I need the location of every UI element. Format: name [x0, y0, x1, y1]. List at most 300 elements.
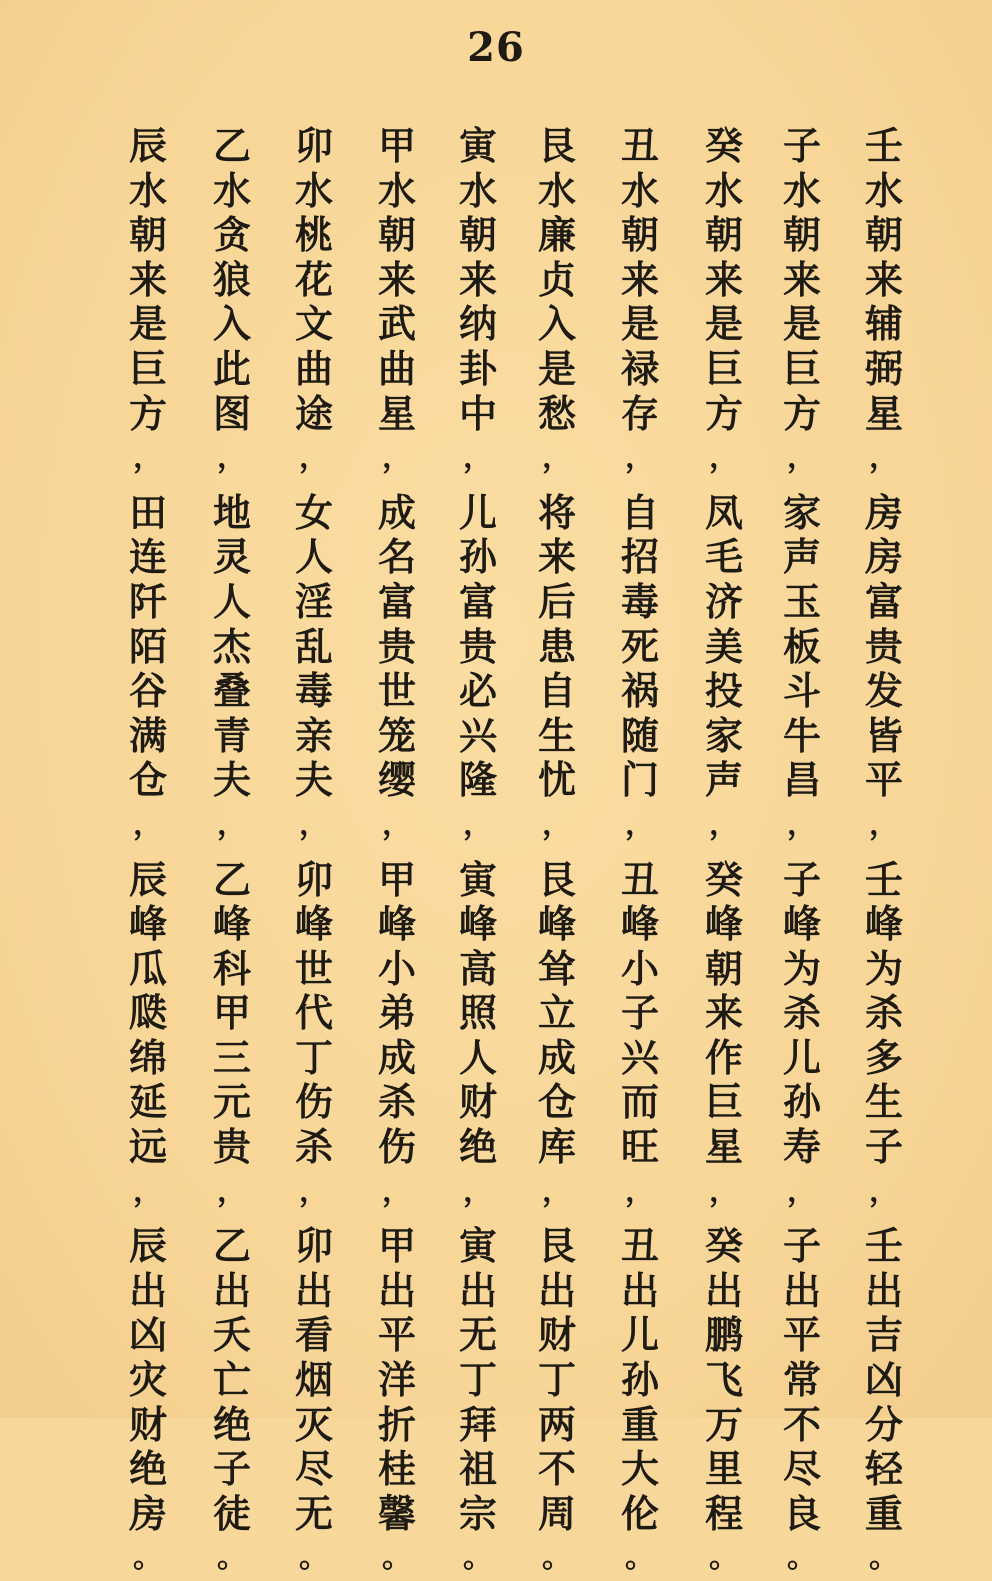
- punctuation-mark: ，: [625, 440, 655, 476]
- punctuation-mark: ，: [787, 806, 817, 842]
- verse-segment: [286, 858, 342, 1215]
- verse-character: 是: [782, 302, 821, 347]
- verse-character: 夫: [212, 758, 251, 803]
- verse-character: 立: [537, 991, 576, 1036]
- verse-character: 杀: [294, 1125, 333, 1170]
- verse-character: 灭: [294, 1402, 333, 1447]
- punctuation-mark: ，: [299, 806, 329, 842]
- punctuation-mark: ，: [709, 806, 739, 842]
- verse-segment: [774, 1224, 830, 1581]
- verse-character: 出: [537, 1268, 576, 1313]
- punctuation-mark: ，: [133, 1173, 163, 1209]
- verse-character: 小: [377, 946, 416, 991]
- verse-character: 来: [620, 257, 659, 302]
- verse-line-5: [525, 124, 589, 1581]
- verse-character: 人: [458, 1035, 497, 1080]
- verse-character: 水: [377, 168, 416, 213]
- verse-segment: [450, 491, 506, 848]
- verse-line-1: [852, 124, 916, 1581]
- verse-character: 贞: [537, 257, 576, 302]
- verse-character: 女: [294, 490, 333, 535]
- verse-character: 两: [537, 1402, 576, 1447]
- verse-segment: [696, 124, 752, 481]
- verse-character: 艮: [537, 857, 576, 902]
- verse-character: 患: [537, 624, 576, 669]
- verse-character: 寅: [458, 124, 497, 168]
- verse-character: 入: [537, 302, 576, 347]
- verse-character: 曲: [377, 346, 416, 391]
- verse-character: 旺: [620, 1125, 659, 1170]
- verse-line-4: [608, 124, 672, 1581]
- punctuation-mark: 。: [382, 1540, 412, 1576]
- verse-character: 名: [377, 535, 416, 580]
- verse-character: 忧: [537, 758, 576, 803]
- verse-character: 重: [864, 1491, 903, 1536]
- verse-character: 为: [782, 946, 821, 991]
- verse-character: 出: [212, 1268, 251, 1313]
- verse-character: 照: [458, 991, 497, 1036]
- verse-character: 夫: [294, 758, 333, 803]
- verse-character: 出: [782, 1268, 821, 1313]
- verse-character: 子: [212, 1447, 251, 1492]
- verse-character: 作: [704, 1035, 743, 1080]
- verse-character: 声: [782, 535, 821, 580]
- verse-segment: [120, 1224, 176, 1581]
- verse-character: 远: [128, 1125, 167, 1170]
- verse-segment: [856, 124, 912, 481]
- verse-segment: [696, 858, 752, 1215]
- verse-character: 丁: [458, 1358, 497, 1403]
- verse-character: 凶: [128, 1313, 167, 1358]
- verse-character: 三: [212, 1035, 251, 1080]
- verse-segment: [450, 858, 506, 1215]
- verse-character: 壬: [864, 1224, 903, 1269]
- verse-character: 自: [620, 490, 659, 535]
- verse-segment: [120, 124, 176, 481]
- verse-character: 阡: [128, 579, 167, 624]
- verse-character: 小: [620, 946, 659, 991]
- verse-character: 房: [864, 490, 903, 535]
- verse-character: 图: [212, 391, 251, 436]
- verse-character: 是: [537, 346, 576, 391]
- verse-character: 朝: [782, 213, 821, 258]
- verse-character: 牛: [782, 713, 821, 758]
- punctuation-mark: ，: [382, 806, 412, 842]
- verse-character: 水: [620, 168, 659, 213]
- verse-character: 丁: [537, 1358, 576, 1403]
- verse-character: 峰: [537, 902, 576, 947]
- verse-character: 自: [537, 669, 576, 714]
- verse-character: 甲: [212, 991, 251, 1036]
- verse-character: 人: [212, 579, 251, 624]
- verse-character: 丑: [620, 857, 659, 902]
- verse-character: 贵: [212, 1125, 251, 1170]
- verse-character: 科: [212, 946, 251, 991]
- verse-character: 癸: [704, 857, 743, 902]
- verse-character: 发: [864, 669, 903, 714]
- verse-character: 朝: [377, 213, 416, 258]
- verse-character: 水: [212, 168, 251, 213]
- verse-character: 巨: [704, 1080, 743, 1125]
- punctuation-mark: 。: [787, 1540, 817, 1576]
- punctuation-mark: ，: [217, 1173, 247, 1209]
- verse-segment: [774, 124, 830, 481]
- verse-character: 出: [864, 1268, 903, 1313]
- verse-character: 廉: [537, 213, 576, 258]
- verse-character: 财: [537, 1313, 576, 1358]
- verse-character: 入: [212, 302, 251, 347]
- verse-character: 愁: [537, 391, 576, 436]
- verse-character: 朝: [704, 213, 743, 258]
- verse-character: 贵: [864, 624, 903, 669]
- verse-character: 重: [620, 1402, 659, 1447]
- verse-character: 甲: [377, 124, 416, 168]
- verse-character: 宗: [458, 1491, 497, 1536]
- verse-character: 家: [782, 490, 821, 535]
- page-number: 26: [467, 24, 525, 71]
- verse-character: 峰: [377, 902, 416, 947]
- verse-character: 水: [864, 168, 903, 213]
- verse-character: 投: [704, 669, 743, 714]
- punctuation-mark: ，: [299, 1173, 329, 1209]
- verse-character: 绝: [128, 1447, 167, 1492]
- verse-character: 谷: [128, 669, 167, 714]
- punctuation-mark: 。: [133, 1540, 163, 1576]
- verse-character: 祖: [458, 1447, 497, 1492]
- verse-character: 灵: [212, 535, 251, 580]
- punctuation-mark: ，: [625, 1173, 655, 1209]
- verse-character: 凤: [704, 490, 743, 535]
- verse-character: 子: [864, 1125, 903, 1170]
- verse-character: 瓜: [128, 946, 167, 991]
- verse-character: 朝: [128, 213, 167, 258]
- verse-character: 田: [128, 490, 167, 535]
- verse-character: 里: [704, 1447, 743, 1492]
- verse-character: 杰: [212, 624, 251, 669]
- punctuation-mark: ，: [542, 1173, 572, 1209]
- verse-character: 连: [128, 535, 167, 580]
- verse-segment: [204, 491, 260, 848]
- verse-character: 板: [782, 624, 821, 669]
- verse-line-9: [200, 124, 264, 1581]
- punctuation-mark: 。: [625, 1540, 655, 1576]
- verse-line-10: [116, 124, 180, 1581]
- verse-character: 仓: [128, 758, 167, 803]
- verse-character: 仓: [537, 1080, 576, 1125]
- verse-character: 兴: [458, 713, 497, 758]
- verse-line-6: [446, 124, 510, 1581]
- verse-character: 毒: [294, 669, 333, 714]
- verse-character: 卯: [294, 1224, 333, 1269]
- punctuation-mark: ，: [463, 1173, 493, 1209]
- verse-character: 尽: [294, 1447, 333, 1492]
- punctuation-mark: 。: [542, 1540, 572, 1576]
- verse-character: 成: [377, 1035, 416, 1080]
- verse-character: 狼: [212, 257, 251, 302]
- verse-character: 绵: [128, 1035, 167, 1080]
- verse-segment: [450, 124, 506, 481]
- verse-character: 乙: [212, 857, 251, 902]
- verse-character: 飞: [704, 1358, 743, 1403]
- verse-character: 子: [782, 124, 821, 168]
- verse-segment: [369, 1224, 425, 1581]
- verse-character: 星: [864, 391, 903, 436]
- verse-character: 辰: [128, 1224, 167, 1269]
- verse-character: 方: [128, 391, 167, 436]
- verse-character: 是: [128, 302, 167, 347]
- verse-character: 美: [704, 624, 743, 669]
- verse-character: 来: [704, 991, 743, 1036]
- verse-character: 为: [864, 946, 903, 991]
- verse-segment: [120, 491, 176, 848]
- verse-character: 毒: [620, 579, 659, 624]
- verse-line-7: [365, 124, 429, 1581]
- verse-character: 济: [704, 579, 743, 624]
- verse-character: 夭: [212, 1313, 251, 1358]
- verse-character: 来: [782, 257, 821, 302]
- verse-character: 桂: [377, 1447, 416, 1492]
- verse-character: 来: [458, 257, 497, 302]
- punctuation-mark: ，: [382, 440, 412, 476]
- verse-character: 玉: [782, 579, 821, 624]
- verse-character: 徒: [212, 1491, 251, 1536]
- verse-character: 分: [864, 1402, 903, 1447]
- verse-character: 水: [782, 168, 821, 213]
- verse-character: 孙: [458, 535, 497, 580]
- verse-character: 凶: [864, 1358, 903, 1403]
- verse-character: 轻: [864, 1447, 903, 1492]
- verse-character: 无: [294, 1491, 333, 1536]
- verse-character: 曲: [294, 346, 333, 391]
- verse-character: 出: [620, 1268, 659, 1313]
- verse-character: 辅: [864, 302, 903, 347]
- verse-segment: [612, 858, 668, 1215]
- verse-character: 房: [864, 535, 903, 580]
- verse-character: 中: [458, 391, 497, 436]
- verse-character: 寅: [458, 1224, 497, 1269]
- verse-character: 寅: [458, 857, 497, 902]
- verse-character: 来: [704, 257, 743, 302]
- verse-segment: [612, 124, 668, 481]
- verse-character: 万: [704, 1402, 743, 1447]
- verse-character: 是: [620, 302, 659, 347]
- punctuation-mark: ，: [869, 440, 899, 476]
- verse-character: 甲: [377, 857, 416, 902]
- verse-character: 弼: [864, 346, 903, 391]
- verse-segment: [696, 1224, 752, 1581]
- verse-character: 星: [704, 1125, 743, 1170]
- verse-character: 子: [782, 1224, 821, 1269]
- verse-segment: [696, 491, 752, 848]
- verse-character: 伤: [377, 1125, 416, 1170]
- verse-character: 世: [294, 946, 333, 991]
- punctuation-mark: ，: [709, 440, 739, 476]
- verse-character: 文: [294, 302, 333, 347]
- verse-character: 孙: [782, 1080, 821, 1125]
- verse-character: 峰: [458, 902, 497, 947]
- verse-character: 卯: [294, 857, 333, 902]
- verse-character: 而: [620, 1080, 659, 1125]
- verse-character: 平: [782, 1313, 821, 1358]
- verse-character: 地: [212, 490, 251, 535]
- verse-segment: [120, 858, 176, 1215]
- verse-character: 不: [782, 1402, 821, 1447]
- verse-character: 孙: [620, 1358, 659, 1403]
- verse-character: 峰: [620, 902, 659, 947]
- verse-character: 富: [458, 579, 497, 624]
- verse-character: 尽: [782, 1447, 821, 1492]
- verse-character: 亲: [294, 713, 333, 758]
- verse-segment: [286, 1224, 342, 1581]
- verse-character: 将: [537, 490, 576, 535]
- verse-segment: [856, 491, 912, 848]
- verse-character: 笼: [377, 713, 416, 758]
- verse-segment: [774, 491, 830, 848]
- verse-character: 生: [537, 713, 576, 758]
- verse-character: 朝: [704, 946, 743, 991]
- verse-character: 朝: [620, 213, 659, 258]
- verse-character: 随: [620, 713, 659, 758]
- verse-character: 死: [620, 624, 659, 669]
- verse-character: 皆: [864, 713, 903, 758]
- verse-character: 祸: [620, 669, 659, 714]
- verse-character: 艮: [537, 124, 576, 168]
- verse-character: 程: [704, 1491, 743, 1536]
- verse-segment: [529, 858, 585, 1215]
- verse-character: 巨: [128, 346, 167, 391]
- verse-character: 方: [704, 391, 743, 436]
- verse-character: 水: [294, 168, 333, 213]
- verse-character: 成: [377, 490, 416, 535]
- verse-character: 乙: [212, 124, 251, 168]
- verse-character: 壬: [864, 857, 903, 902]
- verse-line-8: [282, 124, 346, 1581]
- verse-character: 拜: [458, 1402, 497, 1447]
- punctuation-mark: ，: [869, 806, 899, 842]
- verse-character: 世: [377, 669, 416, 714]
- punctuation-mark: 。: [869, 1540, 899, 1576]
- verse-segment: [612, 1224, 668, 1581]
- punctuation-mark: ，: [382, 1173, 412, 1209]
- verse-character: 家: [704, 713, 743, 758]
- verse-character: 乱: [294, 624, 333, 669]
- verse-segment: [612, 491, 668, 848]
- verse-character: 峰: [128, 902, 167, 947]
- verse-character: 峰: [864, 902, 903, 947]
- verse-character: 峰: [704, 902, 743, 947]
- verse-character: 存: [620, 391, 659, 436]
- verse-character: 鹏: [704, 1313, 743, 1358]
- verse-character: 生: [864, 1080, 903, 1125]
- punctuation-mark: ，: [787, 440, 817, 476]
- verse-character: 出: [377, 1268, 416, 1313]
- verse-character: 武: [377, 302, 416, 347]
- verse-character: 富: [864, 579, 903, 624]
- verse-character: 后: [537, 579, 576, 624]
- verse-character: 壬: [864, 124, 903, 168]
- verse-character: 乙: [212, 1224, 251, 1269]
- verse-character: 隆: [458, 758, 497, 803]
- punctuation-mark: ，: [869, 1173, 899, 1209]
- verse-character: 水: [458, 168, 497, 213]
- verse-segment: [856, 858, 912, 1215]
- verse-character: 陌: [128, 624, 167, 669]
- verse-character: 水: [537, 168, 576, 213]
- verse-character: 折: [377, 1402, 416, 1447]
- verse-character: 禄: [620, 346, 659, 391]
- verse-character: 癸: [704, 1224, 743, 1269]
- verse-character: 人: [294, 535, 333, 580]
- verse-character: 出: [458, 1268, 497, 1313]
- verse-character: 子: [620, 991, 659, 1036]
- punctuation-mark: ，: [217, 806, 247, 842]
- punctuation-mark: ，: [463, 806, 493, 842]
- verse-character: 辰: [128, 857, 167, 902]
- verse-character: 房: [128, 1491, 167, 1536]
- verse-character: 良: [782, 1491, 821, 1536]
- verse-character: 巨: [704, 346, 743, 391]
- verse-character: 洋: [377, 1358, 416, 1403]
- verse-character: 烟: [294, 1358, 333, 1403]
- verse-character: 贵: [377, 624, 416, 669]
- verse-character: 不: [537, 1447, 576, 1492]
- verse-character: 弟: [377, 991, 416, 1036]
- punctuation-mark: 。: [709, 1540, 739, 1576]
- verse-character: 甲: [377, 1224, 416, 1269]
- verse-character: 平: [864, 758, 903, 803]
- verse-segment: [286, 491, 342, 848]
- verse-character: 满: [128, 713, 167, 758]
- verse-segment: [369, 124, 425, 481]
- verse-character: 儿: [782, 1035, 821, 1080]
- verse-character: 常: [782, 1358, 821, 1403]
- verse-character: 招: [620, 535, 659, 580]
- verse-character: 纳: [458, 302, 497, 347]
- verse-character: 巨: [782, 346, 821, 391]
- verse-character: 伦: [620, 1491, 659, 1536]
- verse-segment: [369, 491, 425, 848]
- verse-character: 毛: [704, 535, 743, 580]
- verse-character: 吉: [864, 1313, 903, 1358]
- verse-character: 水: [128, 168, 167, 213]
- verse-character: 大: [620, 1447, 659, 1492]
- verse-character: 亡: [212, 1358, 251, 1403]
- verse-character: 峰: [782, 902, 821, 947]
- punctuation-mark: ，: [133, 806, 163, 842]
- verse-character: 癸: [704, 124, 743, 168]
- verse-character: 声: [704, 758, 743, 803]
- verse-character: 子: [782, 857, 821, 902]
- verse-character: 叠: [212, 669, 251, 714]
- verse-character: 寿: [782, 1125, 821, 1170]
- verse-character: 丑: [620, 124, 659, 168]
- verse-character: 丑: [620, 1224, 659, 1269]
- punctuation-mark: ，: [625, 806, 655, 842]
- verse-character: 馨: [377, 1491, 416, 1536]
- verse-character: 儿: [458, 490, 497, 535]
- verse-character: 朝: [864, 213, 903, 258]
- verse-segment: [856, 1224, 912, 1581]
- verse-character: 来: [128, 257, 167, 302]
- verse-character: 富: [377, 579, 416, 624]
- verse-character: 杀: [377, 1080, 416, 1125]
- verse-segment: [529, 124, 585, 481]
- punctuation-mark: ，: [542, 440, 572, 476]
- verse-segment: [204, 1224, 260, 1581]
- verse-segment: [286, 124, 342, 481]
- verse-character: 来: [537, 535, 576, 580]
- verse-character: 延: [128, 1080, 167, 1125]
